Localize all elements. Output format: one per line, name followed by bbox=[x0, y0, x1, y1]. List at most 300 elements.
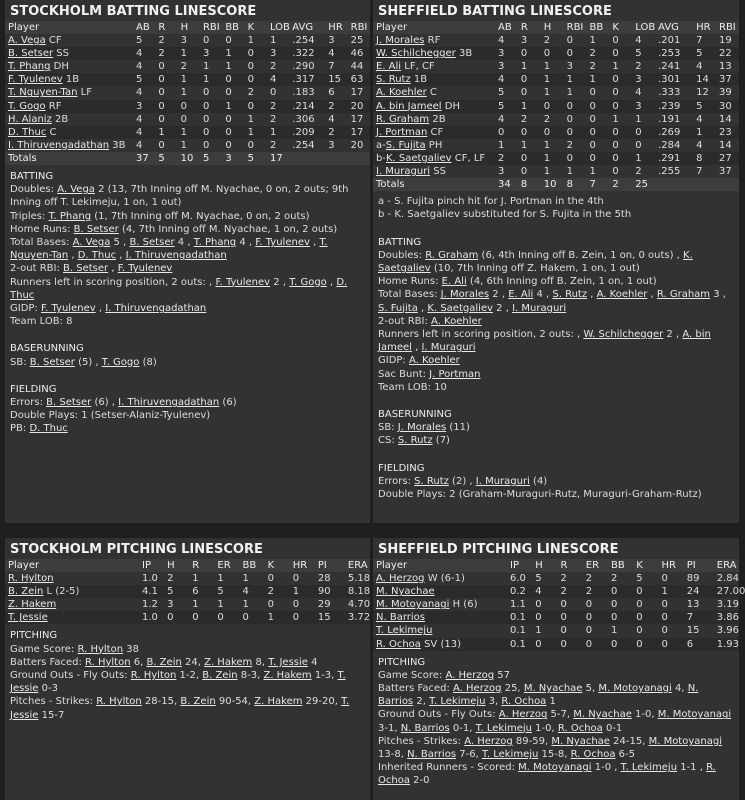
decision: SV (13) bbox=[420, 638, 461, 650]
stat-cell: .254 bbox=[292, 35, 315, 47]
stat-cell: 3 bbox=[328, 35, 335, 47]
note-text: (2) bbox=[448, 475, 467, 487]
player-link[interactable]: S. Rutz bbox=[414, 475, 449, 487]
stat-cell: 1 bbox=[225, 100, 232, 112]
sb-line bbox=[10, 356, 365, 369]
player-link[interactable]: J. Portman bbox=[376, 126, 428, 138]
player-link[interactable]: I. Thiruvengadathan bbox=[125, 250, 227, 262]
stat-cell: 5 bbox=[696, 48, 703, 60]
section-heading: BASERUNNING bbox=[378, 409, 452, 421]
note-text: 29-20, bbox=[302, 696, 338, 708]
player-cell bbox=[5, 139, 133, 152]
spacer bbox=[10, 328, 365, 341]
note-text: 6, bbox=[130, 656, 144, 668]
stat-cell: 0 bbox=[217, 612, 224, 624]
note-text: CS: bbox=[378, 435, 395, 447]
player-link[interactable]: M. Motoyanagi bbox=[598, 683, 672, 695]
stat-cell: .254 bbox=[292, 139, 315, 151]
player-link[interactable]: Z. Hakem bbox=[204, 656, 253, 668]
stat-cell: 0 bbox=[612, 48, 619, 60]
player-link[interactable]: S. Rutz bbox=[397, 435, 433, 447]
home-runs-line bbox=[378, 275, 734, 288]
stat-cell: 1 bbox=[661, 586, 668, 598]
player-link[interactable]: T. Nguyen-Tan bbox=[10, 237, 328, 262]
stat-cell: 37 bbox=[719, 74, 732, 86]
section-heading: PITCHING bbox=[10, 630, 58, 642]
column-header: HR bbox=[696, 22, 711, 33]
note-text: , bbox=[68, 250, 78, 262]
player-link[interactable]: R. Ochoa bbox=[557, 722, 603, 734]
player-link[interactable]: E. Ali bbox=[508, 289, 534, 301]
note-text: Total Bases: bbox=[10, 237, 70, 249]
player-cell bbox=[373, 113, 495, 126]
player-link[interactable]: A. Vega bbox=[57, 184, 95, 196]
game-score-line bbox=[378, 669, 734, 682]
stat-cell: 23 bbox=[719, 126, 732, 138]
player-link[interactable]: T. Gogo bbox=[101, 356, 140, 368]
position: CF, LF bbox=[451, 152, 486, 164]
stat-cell: 0 bbox=[560, 612, 567, 624]
player-link[interactable]: T. Jessie bbox=[10, 696, 350, 721]
stat-cell: .301 bbox=[658, 74, 681, 86]
note-text: 0-3 bbox=[38, 683, 58, 695]
stat-cell: .317 bbox=[292, 74, 315, 86]
stat-cell: 2 bbox=[566, 139, 573, 151]
stat-cell: 2 bbox=[328, 126, 335, 138]
note-text: 28-15, bbox=[141, 696, 178, 708]
player-link[interactable]: R. Hylton bbox=[77, 643, 124, 655]
player-link[interactable]: J. Portman bbox=[429, 368, 481, 380]
stat-cell: 2 bbox=[158, 35, 165, 47]
player-link[interactable]: E. Ali bbox=[376, 61, 402, 73]
column-header: HR bbox=[328, 22, 343, 33]
player-link[interactable]: R. Ochoa bbox=[376, 638, 421, 650]
player-cell bbox=[373, 47, 495, 60]
player-link[interactable]: F. Tyulenev bbox=[8, 74, 63, 86]
stat-cell: 2 bbox=[167, 573, 174, 585]
stat-cell: 4 bbox=[535, 586, 542, 598]
player-link[interactable]: A. Koehler bbox=[431, 315, 482, 327]
stat-cell: 0 bbox=[247, 48, 255, 60]
table-row bbox=[373, 638, 739, 651]
player-link[interactable]: A. Herzog bbox=[376, 573, 425, 585]
player-link[interactable]: K. Saetgaliev bbox=[378, 249, 693, 275]
stat-cell: 2 bbox=[585, 586, 593, 598]
player-link[interactable]: T. Phang bbox=[193, 237, 237, 249]
stat-cell: 2 bbox=[543, 113, 551, 125]
stat-cell: 0 bbox=[635, 126, 642, 138]
stat-cell: 1 bbox=[217, 573, 224, 585]
player-link[interactable]: R. Hylton bbox=[130, 670, 177, 682]
stat-cell: 5.18 bbox=[347, 573, 371, 585]
table-row bbox=[373, 572, 739, 585]
table-row bbox=[5, 572, 370, 585]
stat-cell: 1 bbox=[611, 625, 618, 637]
player-cell bbox=[5, 100, 133, 113]
stat-cell: .269 bbox=[658, 126, 681, 138]
player-link[interactable]: T. Jessie bbox=[10, 670, 346, 695]
stat-cell: 4 bbox=[635, 35, 642, 47]
stat-cell: 0 bbox=[566, 152, 573, 164]
player-link[interactable]: A. bin Jameel bbox=[378, 329, 711, 354]
totals-cell: 10 bbox=[543, 179, 557, 191]
player-link[interactable]: R. Graham bbox=[656, 289, 711, 301]
stat-cell: 0 bbox=[225, 35, 232, 47]
player-link[interactable]: A. Herzog bbox=[453, 683, 502, 695]
totals-cell: 37 bbox=[136, 152, 149, 164]
stat-cell: 1.2 bbox=[142, 599, 158, 611]
player-link[interactable]: R. Graham bbox=[425, 249, 479, 261]
column-header: RBI bbox=[566, 22, 584, 33]
note-text: SB: bbox=[378, 422, 395, 434]
table-row bbox=[5, 126, 370, 139]
totals-label: Totals bbox=[376, 179, 405, 191]
player-cell bbox=[373, 572, 507, 585]
player-link[interactable]: B. Zein bbox=[180, 696, 216, 708]
stat-cell: .239 bbox=[658, 100, 681, 112]
totals-cell: 17 bbox=[269, 152, 283, 164]
player-cell bbox=[5, 34, 133, 47]
stat-cell: 0 bbox=[543, 100, 551, 112]
stat-cell: 4.70 bbox=[347, 599, 371, 611]
player-link[interactable]: N. Barrios bbox=[378, 683, 699, 708]
player-link[interactable]: B. Setser bbox=[29, 356, 75, 368]
position: RF bbox=[45, 100, 62, 112]
stat-cell: 1 bbox=[543, 139, 551, 151]
table-row bbox=[373, 47, 739, 60]
note-text: 1-3, bbox=[311, 670, 335, 682]
player-link[interactable]: R. Ochoa bbox=[501, 696, 547, 708]
player-link[interactable]: T. Lekimeju bbox=[429, 696, 486, 708]
stat-cell: 4 bbox=[498, 35, 505, 47]
note-text: (5) bbox=[74, 356, 93, 368]
note-text: (4, 7th Inning off M. Nyachae, 1 on, 2 outs) bbox=[118, 223, 338, 235]
note-text: , bbox=[719, 289, 726, 301]
player-link[interactable]: B. Setser bbox=[46, 397, 92, 409]
stat-cell: 0 bbox=[661, 612, 668, 624]
position: 2B bbox=[429, 113, 446, 125]
player-link[interactable]: K. Saetgaliev bbox=[427, 302, 493, 314]
sub-marker: b- bbox=[376, 152, 386, 164]
player-link[interactable]: T. Lekimeju bbox=[481, 749, 539, 761]
player-link[interactable]: F. Tyulenev bbox=[215, 276, 271, 288]
player-link[interactable]: M. Motoyanagi bbox=[648, 735, 722, 747]
player-link[interactable]: Z. Hakem bbox=[254, 696, 303, 708]
stat-cell: 3 bbox=[635, 100, 642, 112]
stat-cell: 2 bbox=[543, 35, 551, 47]
player-link[interactable]: N. Barrios bbox=[400, 722, 450, 734]
player-link[interactable]: T. Lekimeju bbox=[620, 762, 678, 774]
stat-cell: .209 bbox=[292, 126, 315, 138]
note-text: Ground Outs - Fly Outs: bbox=[10, 670, 128, 682]
player-link[interactable]: R. Hylton bbox=[96, 696, 142, 708]
player-link[interactable]: M. Nyachae bbox=[376, 586, 435, 598]
two-out-rbi-line bbox=[10, 262, 365, 275]
stat-cell: 0 bbox=[612, 139, 619, 151]
spacer bbox=[378, 394, 734, 407]
player-link[interactable]: B. Zein bbox=[146, 656, 182, 668]
stat-cell: 1 bbox=[520, 61, 528, 73]
player-link[interactable]: J. Morales bbox=[440, 289, 490, 301]
player-link[interactable]: A. Herzog bbox=[498, 709, 548, 721]
player-link[interactable]: B. Setser bbox=[8, 48, 54, 60]
stat-cell: .322 bbox=[292, 48, 315, 60]
column-header: ER bbox=[217, 560, 231, 571]
player-link[interactable]: H. Alaniz bbox=[8, 113, 52, 125]
player-link[interactable]: W. Schilchegger bbox=[583, 329, 664, 341]
stat-cell: 44 bbox=[350, 61, 364, 73]
player-link[interactable]: A. Koehler bbox=[376, 87, 427, 99]
player-link[interactable]: F. Tyulenev bbox=[41, 303, 96, 315]
stat-cell: 13 bbox=[686, 599, 700, 611]
player-link[interactable]: F. Tyulenev bbox=[255, 237, 310, 249]
stat-cell: 4.1 bbox=[142, 586, 158, 598]
player-link[interactable]: N. Barrios bbox=[376, 612, 425, 624]
stat-cell: 37 bbox=[719, 166, 732, 178]
stat-cell: 1 bbox=[180, 139, 188, 151]
table-row bbox=[373, 73, 739, 86]
stat-cell: 0 bbox=[585, 612, 593, 624]
note-text: 1-0 , bbox=[591, 762, 618, 774]
player-link[interactable]: T. Jessie bbox=[268, 656, 308, 668]
decision: W (6-1) bbox=[424, 573, 465, 585]
stat-cell: 2 bbox=[498, 152, 505, 164]
stat-cell: 0 bbox=[520, 74, 528, 86]
stat-cell: 39 bbox=[719, 87, 732, 99]
section-heading: FIELDING bbox=[10, 383, 57, 395]
note-text: Total Bases: bbox=[378, 289, 438, 301]
player-link[interactable]: J. Morales bbox=[376, 35, 425, 47]
column-header: RBI bbox=[719, 22, 736, 33]
stat-cell: 4 bbox=[696, 139, 703, 151]
table-header-row bbox=[373, 21, 739, 34]
player-link[interactable]: I. Thiruvengadathan bbox=[118, 397, 220, 409]
player-link[interactable]: I. Muraguri bbox=[512, 302, 567, 314]
totals-cell bbox=[655, 178, 693, 191]
player-link[interactable]: R. Hylton bbox=[8, 573, 54, 585]
note-text: 6-5 bbox=[615, 749, 636, 761]
stat-cell: 2 bbox=[158, 48, 165, 60]
totals-cell bbox=[693, 178, 716, 191]
player-link[interactable]: R. Graham bbox=[376, 113, 430, 125]
player-link[interactable]: I. Muraguri bbox=[475, 475, 530, 487]
player-link[interactable]: T. Lekimeju bbox=[475, 722, 532, 734]
stat-cell: 0 bbox=[611, 586, 618, 598]
player-link[interactable]: M. Nyachae bbox=[551, 735, 610, 747]
player-link[interactable]: B. Setser bbox=[73, 223, 119, 235]
player-link[interactable]: E. Ali bbox=[441, 276, 467, 288]
player-link[interactable]: S. Fujita bbox=[385, 139, 426, 151]
player-cell bbox=[373, 34, 495, 47]
player-link[interactable]: D. Thuc bbox=[29, 423, 68, 435]
player-link[interactable]: T. Phang bbox=[8, 61, 51, 73]
note-text: (6) bbox=[91, 397, 109, 409]
player-link[interactable]: A. Herzog bbox=[445, 669, 495, 681]
totals-cell: 5 bbox=[247, 152, 255, 164]
doubles-line bbox=[378, 249, 734, 275]
stat-cell: 0 bbox=[192, 612, 199, 624]
player-link[interactable]: R. Hylton bbox=[85, 656, 131, 668]
note-text: , bbox=[116, 250, 126, 262]
note-text: , bbox=[309, 237, 320, 249]
note-text: Triples: bbox=[10, 210, 46, 222]
column-header: Player bbox=[376, 560, 408, 571]
note-text: 13-8, bbox=[378, 749, 404, 761]
player-link[interactable]: T. Lekimeju bbox=[376, 625, 433, 637]
note-text: Sac Bunt: bbox=[378, 368, 426, 380]
player-link[interactable]: T. Gogo bbox=[8, 100, 46, 112]
player-link[interactable]: B. Zein bbox=[8, 586, 44, 598]
player-link[interactable]: A. Koehler bbox=[596, 289, 648, 301]
column-header: Player bbox=[376, 22, 408, 33]
stat-cell: 7 bbox=[328, 61, 335, 73]
note-text: 2-0 bbox=[409, 775, 430, 787]
stat-cell: 0 bbox=[180, 100, 188, 112]
player-link[interactable]: B. Setser bbox=[63, 263, 109, 275]
player-link[interactable]: I. Thiruvengadathan bbox=[8, 139, 110, 151]
player-link[interactable]: I. Thiruvengadathan bbox=[105, 303, 207, 315]
stat-cell: .214 bbox=[292, 100, 315, 112]
player-link[interactable]: J. Morales bbox=[397, 422, 447, 434]
stat-cell: 0 bbox=[180, 113, 188, 125]
column-header: AVG bbox=[292, 22, 314, 33]
note-text: 4, bbox=[671, 683, 685, 695]
stat-cell: 0 bbox=[661, 573, 668, 585]
note-text: 2-out RBI: bbox=[10, 263, 60, 275]
stat-cell: 1 bbox=[269, 35, 277, 47]
player-link[interactable]: D. Thuc bbox=[77, 250, 117, 262]
note-text: 5-7, bbox=[547, 709, 571, 721]
stat-cell: 3.96 bbox=[716, 625, 740, 637]
player-link[interactable]: B. Setser bbox=[129, 237, 175, 249]
stat-cell: 7 bbox=[696, 166, 703, 178]
player-link[interactable]: M. Nyachae bbox=[523, 683, 583, 695]
column-header: H bbox=[543, 22, 552, 33]
player-link[interactable]: A. bin Jameel bbox=[376, 100, 442, 112]
table-row bbox=[373, 100, 739, 113]
column-header: HR bbox=[292, 560, 308, 571]
batters-faced-line bbox=[10, 656, 365, 669]
stat-cell: 2 bbox=[585, 573, 593, 585]
stat-cell: 4 bbox=[328, 48, 335, 60]
stat-cell: 4 bbox=[136, 113, 143, 125]
position: C bbox=[46, 126, 57, 138]
stat-cell: 2 bbox=[269, 100, 277, 112]
player-link[interactable]: Z. Hakem bbox=[263, 670, 312, 682]
stockholm-pitching-table bbox=[5, 559, 370, 624]
table-row bbox=[5, 598, 370, 611]
player-link[interactable]: W. Schilchegger bbox=[376, 48, 456, 60]
stat-cell: 1 bbox=[247, 126, 255, 138]
player-link[interactable]: M. Motoyanagi bbox=[657, 709, 732, 721]
note-text: 15-7 bbox=[38, 709, 65, 721]
player-link[interactable]: M. Motoyanagi bbox=[518, 762, 592, 774]
player-link[interactable]: R. Ochoa bbox=[378, 762, 716, 787]
note-text: GIDP: bbox=[378, 355, 406, 367]
player-link[interactable]: B. Zein bbox=[202, 670, 238, 682]
player-link[interactable]: K. Saetgaliev bbox=[385, 152, 452, 164]
stat-cell: 0 bbox=[589, 152, 596, 164]
stat-cell: 0 bbox=[566, 113, 573, 125]
stat-cell: 0.1 bbox=[510, 638, 526, 650]
player-link[interactable]: A. Vega bbox=[72, 237, 111, 249]
stat-cell: 46 bbox=[350, 48, 364, 60]
errors-line bbox=[10, 396, 365, 409]
stat-cell: 0.1 bbox=[510, 612, 526, 624]
stat-cell: 1 bbox=[202, 74, 210, 86]
player-link[interactable]: F. Tyulenev bbox=[117, 263, 173, 275]
player-link[interactable]: A. Vega bbox=[8, 35, 46, 47]
note-text: , bbox=[245, 237, 256, 249]
stat-cell: 3 bbox=[269, 48, 277, 60]
note-text: b - K. Saetgaliev substituted for S. Fujita in the 5th bbox=[378, 209, 632, 221]
table-row bbox=[5, 113, 370, 126]
stat-cell: 1 bbox=[566, 166, 573, 178]
stat-cell: 0 bbox=[661, 638, 668, 650]
sb-line bbox=[378, 421, 734, 434]
note-text: SB: bbox=[10, 356, 27, 368]
stat-cell: 1 bbox=[589, 74, 596, 86]
player-link[interactable]: I. Muraguri bbox=[421, 342, 476, 354]
player-cell bbox=[373, 100, 495, 113]
player-link[interactable]: M. Nyachae bbox=[573, 709, 632, 721]
player-link[interactable]: S. Rutz bbox=[552, 289, 588, 301]
player-link[interactable]: S. Rutz bbox=[376, 74, 411, 86]
player-link[interactable]: D. Thuc bbox=[8, 126, 47, 138]
player-link[interactable]: I. Muraguri bbox=[376, 166, 431, 178]
player-link[interactable]: A. Herzog bbox=[464, 735, 513, 747]
column-header: K bbox=[612, 22, 619, 33]
note-text: GIDP: bbox=[10, 303, 38, 315]
column-header: H bbox=[535, 560, 543, 571]
sheffield-batting-title: SHEFFIELD BATTING LINESCORE bbox=[378, 4, 612, 19]
column-header: K bbox=[267, 560, 275, 571]
player-link[interactable]: R. Ochoa bbox=[570, 749, 616, 761]
stat-cell: 0 bbox=[560, 599, 567, 611]
stat-cell: 3.19 bbox=[716, 599, 740, 611]
player-link[interactable]: D. Thuc bbox=[10, 276, 348, 301]
column-header: RBI bbox=[202, 22, 220, 33]
cs-line bbox=[378, 434, 734, 447]
stat-cell: 2 bbox=[560, 586, 567, 598]
stat-cell: 15 bbox=[317, 612, 331, 624]
column-header: IP bbox=[142, 560, 151, 571]
stat-cell: 0 bbox=[158, 87, 165, 99]
player-link[interactable]: M. Motoyanagi bbox=[376, 599, 450, 611]
player-link[interactable]: A. Koehler bbox=[409, 355, 460, 367]
note-text: Home Runs: bbox=[10, 223, 71, 235]
player-link[interactable]: T. Phang bbox=[48, 210, 92, 222]
stat-cell: 4 bbox=[498, 74, 505, 86]
position: DH bbox=[441, 100, 460, 112]
player-link[interactable]: T. Jessie bbox=[8, 612, 48, 624]
stat-cell: 20 bbox=[350, 139, 364, 151]
note-text: 4 bbox=[307, 656, 318, 668]
stat-cell: 20 bbox=[350, 100, 364, 112]
player-link[interactable]: S. Fujita bbox=[378, 302, 418, 314]
stat-cell: 0 bbox=[202, 35, 210, 47]
player-link[interactable]: N. Barrios bbox=[407, 749, 457, 761]
player-cell bbox=[373, 126, 495, 139]
player-link[interactable]: T. Nguyen-Tan bbox=[8, 87, 78, 99]
player-link[interactable]: Z. Hakem bbox=[8, 599, 57, 611]
player-link[interactable]: T. Gogo bbox=[289, 276, 327, 288]
stat-cell: 2 bbox=[520, 113, 528, 125]
position: 3B bbox=[455, 48, 473, 60]
stat-cell: 0 bbox=[202, 139, 210, 151]
stat-cell: 3 bbox=[498, 48, 505, 60]
stat-cell: 4 bbox=[136, 61, 143, 73]
